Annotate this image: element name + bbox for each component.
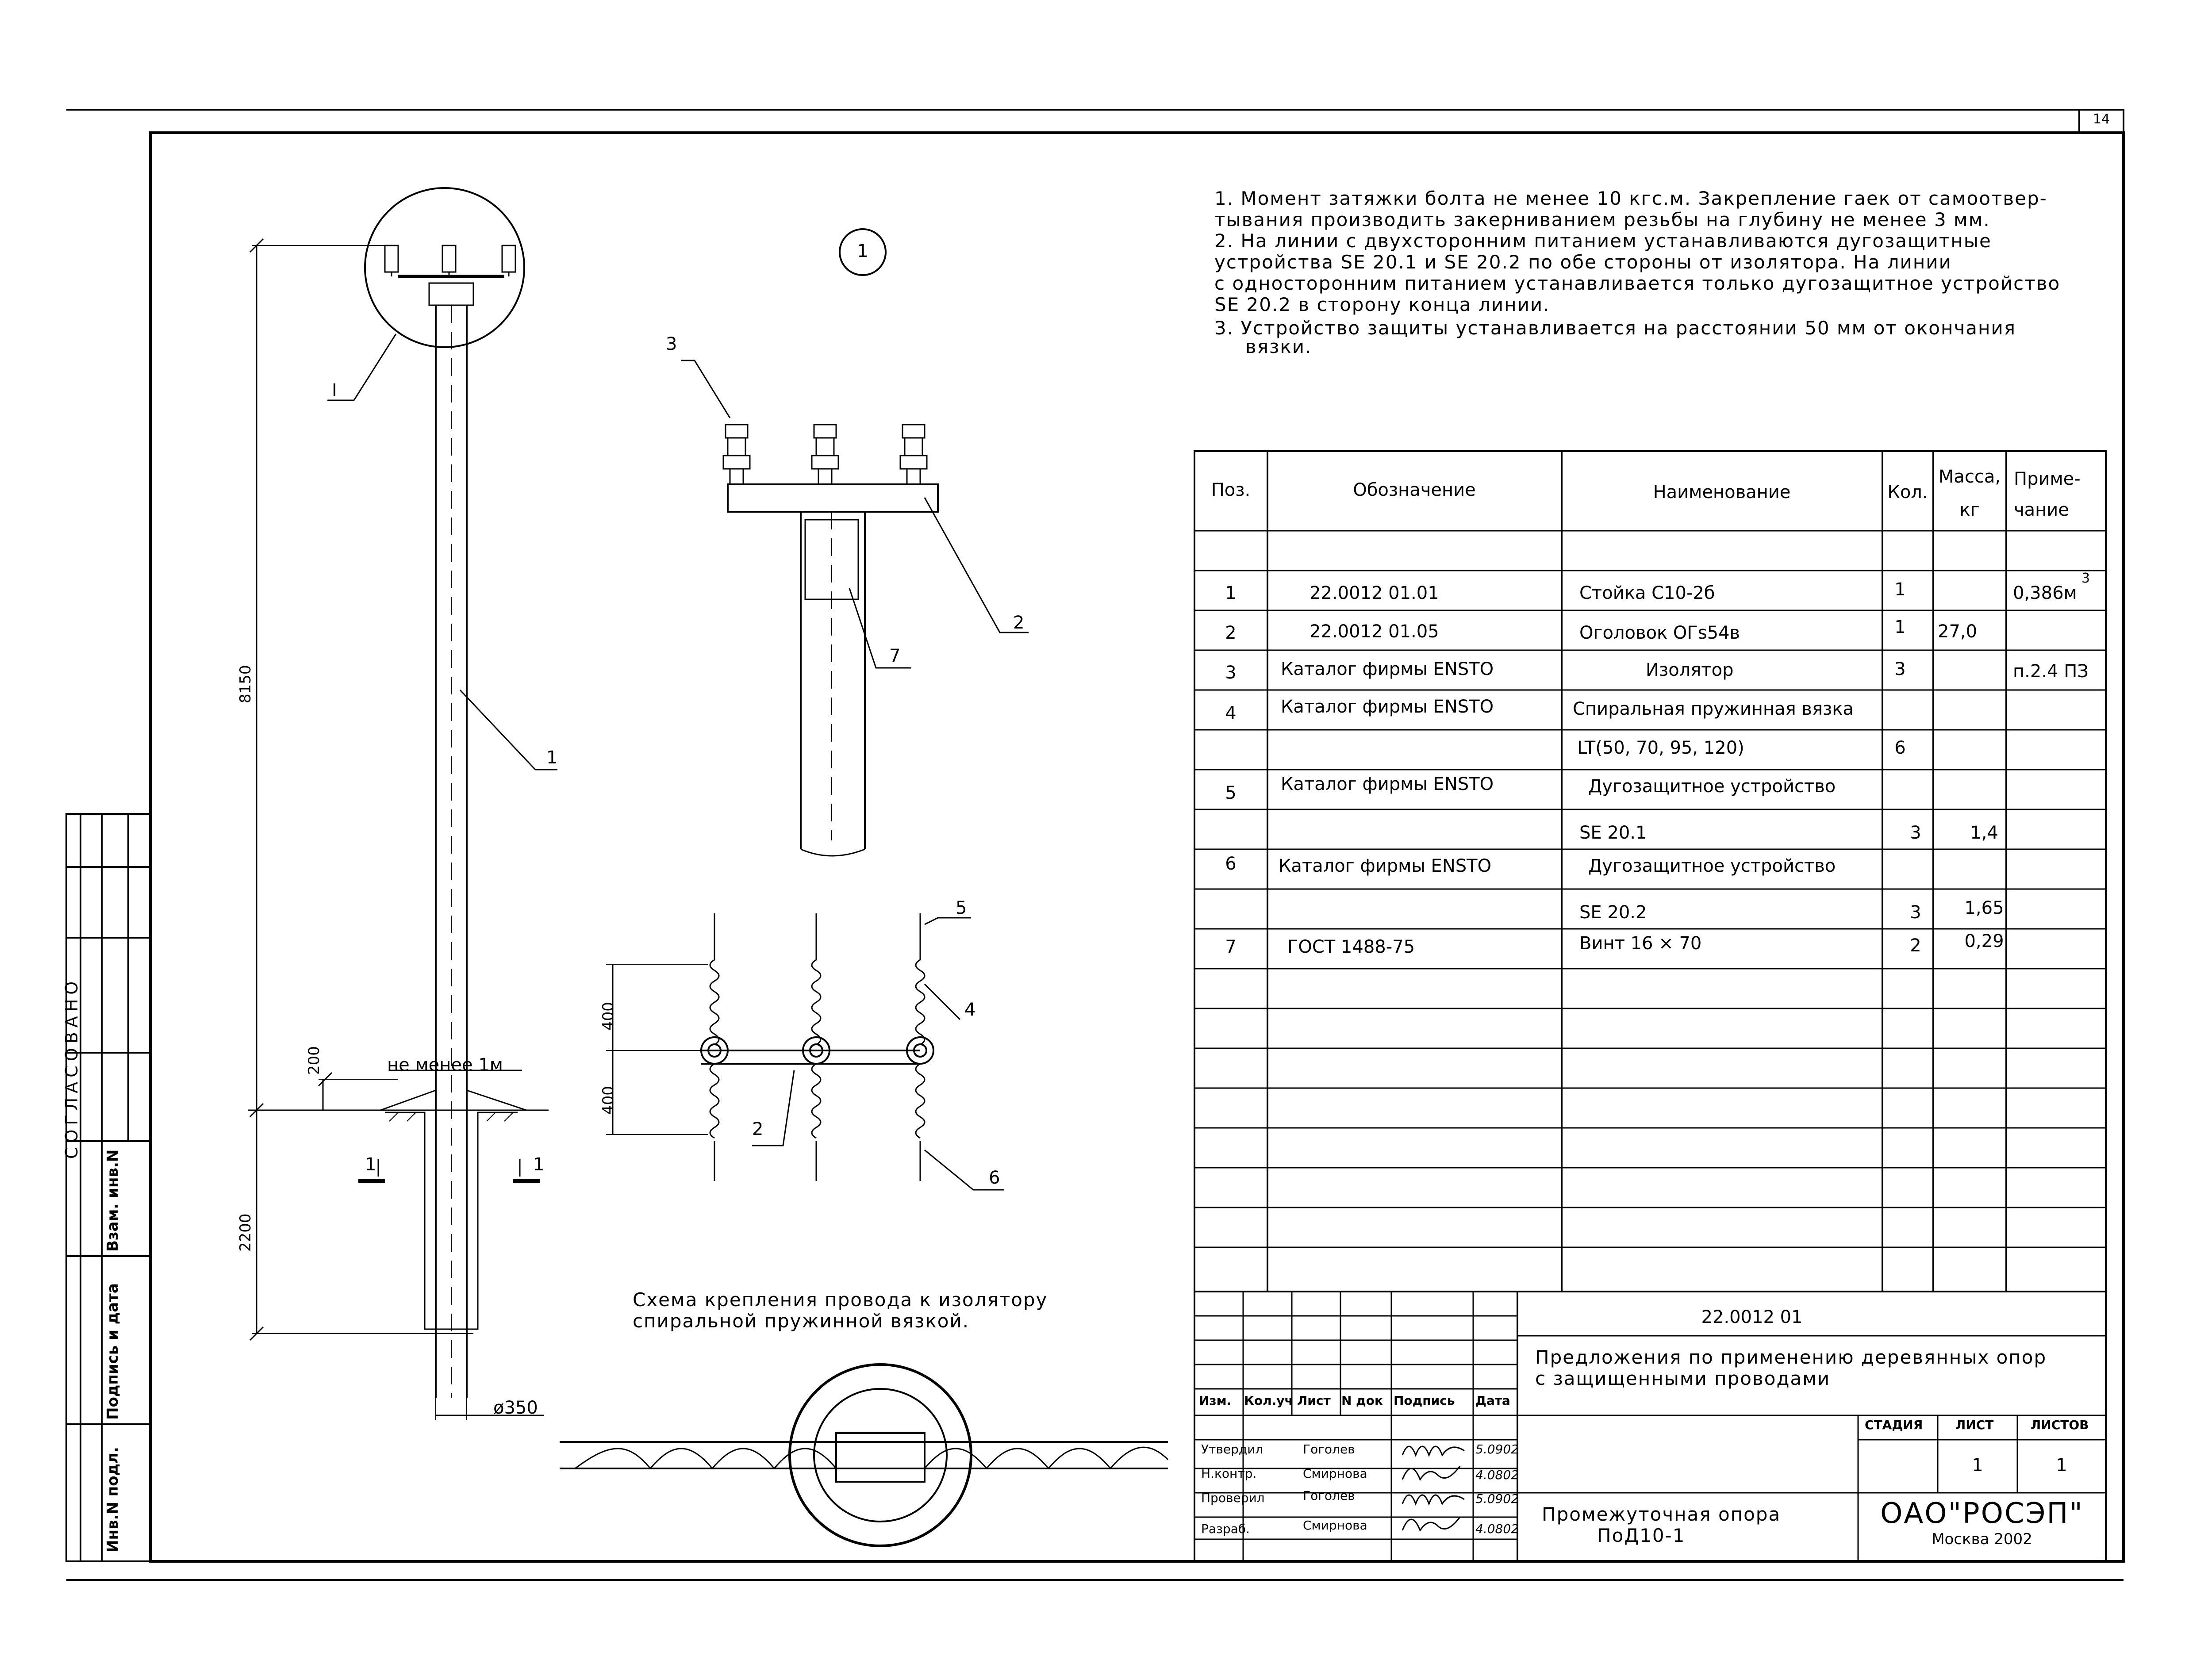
document-code: 22.0012 01 [1701, 1307, 1803, 1327]
side-replaced-inv: Взам. инв.N [104, 1149, 122, 1252]
dim-diameter: ø350 [493, 1398, 538, 1418]
schema-wires [710, 913, 925, 1181]
object-name: Промежуточная опора [1542, 1503, 1781, 1525]
table-cell-qty: 3 [1910, 823, 1921, 843]
organization-city: Москва 2002 [1932, 1530, 2032, 1548]
table-cell-name: Дугозащитное устройство [1588, 776, 1836, 797]
detail-post [801, 512, 865, 849]
role-norm-control: Н.контр. [1201, 1466, 1257, 1481]
note-line-7: 3. Устройство защиты устанавливается на расстоянии 50 мм от окончания [1214, 317, 2016, 339]
table-cell-name: Оголовок ОГs54в [1579, 623, 1740, 643]
organization: ОАО"РОСЭП" [1880, 1497, 2084, 1530]
sheet-header: ЛИСТ [1955, 1418, 1994, 1432]
table-cell-mass: 27,0 [1938, 621, 1978, 642]
callout-I: I [332, 380, 337, 401]
side-approved: СОГЛАСОВАНО [62, 977, 81, 1159]
sheet-value: 1 [1972, 1455, 1983, 1476]
sheets-header: ЛИСТОВ [2031, 1418, 2089, 1432]
document-title-line-1: Предложения по применению деревянных опор [1535, 1346, 2047, 1368]
table-cell-name: Дугозащитное устройство [1588, 856, 1836, 876]
table-cell-note: п.2.4 ПЗ [2013, 661, 2089, 682]
schema-caption-1: Схема крепления провода к изолятору [633, 1289, 1048, 1311]
table-cell-mass: 1,65 [1964, 898, 2004, 918]
note-superscript: 3 [2081, 571, 2090, 586]
side-inv-original: Инв.N подл. [104, 1447, 122, 1552]
table-cell-pos: 7 [1225, 937, 1237, 957]
role-approved: Утвердил [1201, 1442, 1263, 1457]
col-list: Лист [1297, 1393, 1331, 1408]
leader-label-7: 7 [889, 646, 901, 666]
section-mark-right: 1 [533, 1154, 545, 1175]
role-date: 5.0902 [1475, 1491, 1519, 1506]
role-date: 4.0802 [1475, 1522, 1519, 1536]
table-cell-mass: 1,4 [1970, 823, 1998, 843]
header-name: Наименование [1653, 482, 1791, 502]
table-cell-qty: 2 [1910, 935, 1921, 956]
sheets-value: 1 [2056, 1455, 2067, 1476]
table-cell-name: LT(50, 70, 95, 120) [1577, 738, 1744, 758]
role-developed: Разраб. [1201, 1522, 1250, 1536]
header-note-2: чание [2014, 500, 2069, 520]
sheet-number: 14 [2093, 111, 2110, 127]
table-cell-name: Стойка С10-2б [1579, 583, 1715, 603]
role-checked: Проверил [1201, 1491, 1265, 1505]
table-cell-pos: 6 [1225, 854, 1237, 874]
table-cell-designation: 22.0012 01.05 [1310, 621, 1439, 642]
dim-400-bottom: 400 [599, 1086, 617, 1115]
col-ndok: N док [1341, 1393, 1383, 1408]
table-cell-pos: 5 [1225, 783, 1237, 803]
table-cell-mass: 0,29 [1964, 931, 2004, 951]
note-line-1: 1. Момент затяжки болта не менее 10 кгс.м. Закрепление гаек от самоотвер- [1214, 188, 2047, 209]
leader-label-1: 1 [546, 748, 558, 768]
dim-not-less-1m: не менее 1м [387, 1055, 503, 1075]
note-line-5: с односторонним питанием устанавливается только дугозащитное устройство [1214, 272, 2061, 294]
table-cell-qty: 3 [1910, 902, 1921, 923]
role-name: Гоголев [1303, 1488, 1355, 1503]
table-cell-note: 0,386м [2013, 583, 2077, 603]
schema-caption-2: спиральной пружинной вязкой. [633, 1310, 970, 1332]
table-cell-name: SE 20.1 [1579, 823, 1647, 843]
leader-label-2: 2 [1013, 613, 1025, 633]
role-name: Гоголев [1303, 1442, 1355, 1457]
role-date: 4.0802 [1475, 1468, 1519, 1482]
note-line-2: тывания производить закерниванием резьбы на глубину не менее 3 мм. [1214, 209, 1990, 230]
table-cell-designation: Каталог фирмы ENSTO [1281, 697, 1494, 717]
table-cell-designation: Каталог фирмы ENSTO [1279, 856, 1492, 876]
pole-insulators [385, 245, 515, 276]
detail-crossarm [728, 484, 938, 512]
col-koluch: Кол.уч [1244, 1393, 1293, 1408]
table-cell-pos: 2 [1225, 623, 1237, 643]
table-cell-name: SE 20.2 [1579, 902, 1647, 923]
col-date: Дата [1475, 1393, 1510, 1408]
table-cell-designation: Каталог фирмы ENSTO [1281, 774, 1494, 794]
table-cell-designation: 22.0012 01.01 [1310, 583, 1439, 603]
document-title-line-2: с защищенными проводами [1535, 1368, 1831, 1389]
table-cell-qty: 1 [1894, 617, 1906, 637]
role-name: Смирнова [1303, 1518, 1367, 1533]
schema-label-5: 5 [956, 898, 967, 918]
detail-circle-I [365, 188, 524, 347]
header-note-1: Приме- [2014, 469, 2081, 489]
header-mass-2: кг [1959, 500, 1980, 520]
table-cell-qty: 1 [1894, 579, 1906, 600]
table-cell-name: Винт 16 × 70 [1579, 933, 1702, 954]
col-izm: Изм. [1199, 1393, 1232, 1408]
table-cell-qty: 6 [1894, 738, 1906, 758]
table-cell-name: Изолятор [1646, 660, 1734, 680]
detail-insulators [723, 425, 927, 484]
note-line-6: SE 20.2 в сторону конца линии. [1214, 294, 1550, 315]
schema-label-2: 2 [752, 1119, 764, 1139]
note-line-8: вязки. [1245, 336, 1312, 357]
header-pos: Поз. [1211, 480, 1251, 500]
table-cell-pos: 3 [1225, 663, 1237, 683]
view-number: 1 [857, 241, 868, 261]
table-cell-pos: 1 [1225, 583, 1237, 603]
schema-label-4: 4 [964, 1000, 976, 1020]
dim-400-top: 400 [599, 1002, 617, 1031]
dim-200: 200 [305, 1046, 323, 1075]
table-cell-name: Спиральная пружинная вязка [1573, 699, 1854, 719]
role-date: 5.0902 [1475, 1442, 1519, 1457]
schema-label-6: 6 [989, 1168, 1000, 1188]
section-mark-left: 1 [365, 1154, 376, 1175]
note-line-4: устройства SE 20.1 и SE 20.2 по обе стороны от изолятора. На линии [1214, 251, 1952, 273]
table-cell-designation: Каталог фирмы ENSTO [1281, 659, 1494, 679]
dim-2200: 2200 [237, 1213, 254, 1252]
header-mass-1: Масса, [1938, 467, 2001, 487]
header-designation: Обозначение [1353, 480, 1476, 500]
note-line-3: 2. На линии с двухсторонним питанием устанавливаются дугозащитные [1214, 230, 1992, 252]
dim-8150: 8150 [237, 665, 254, 703]
object-code: ПоД10-1 [1597, 1525, 1686, 1546]
table-cell-designation: ГОСТ 1488-75 [1287, 937, 1415, 957]
table-cell-pos: 4 [1225, 703, 1237, 724]
header-qty: Кол. [1887, 482, 1928, 502]
role-name: Смирнова [1303, 1466, 1367, 1481]
col-signature: Подпись [1394, 1393, 1455, 1408]
leader-label-3: 3 [666, 334, 677, 354]
side-signature-date: Подпись и дата [104, 1283, 122, 1420]
table-cell-qty: 3 [1894, 659, 1906, 679]
stage-header: СТАДИЯ [1865, 1418, 1923, 1432]
